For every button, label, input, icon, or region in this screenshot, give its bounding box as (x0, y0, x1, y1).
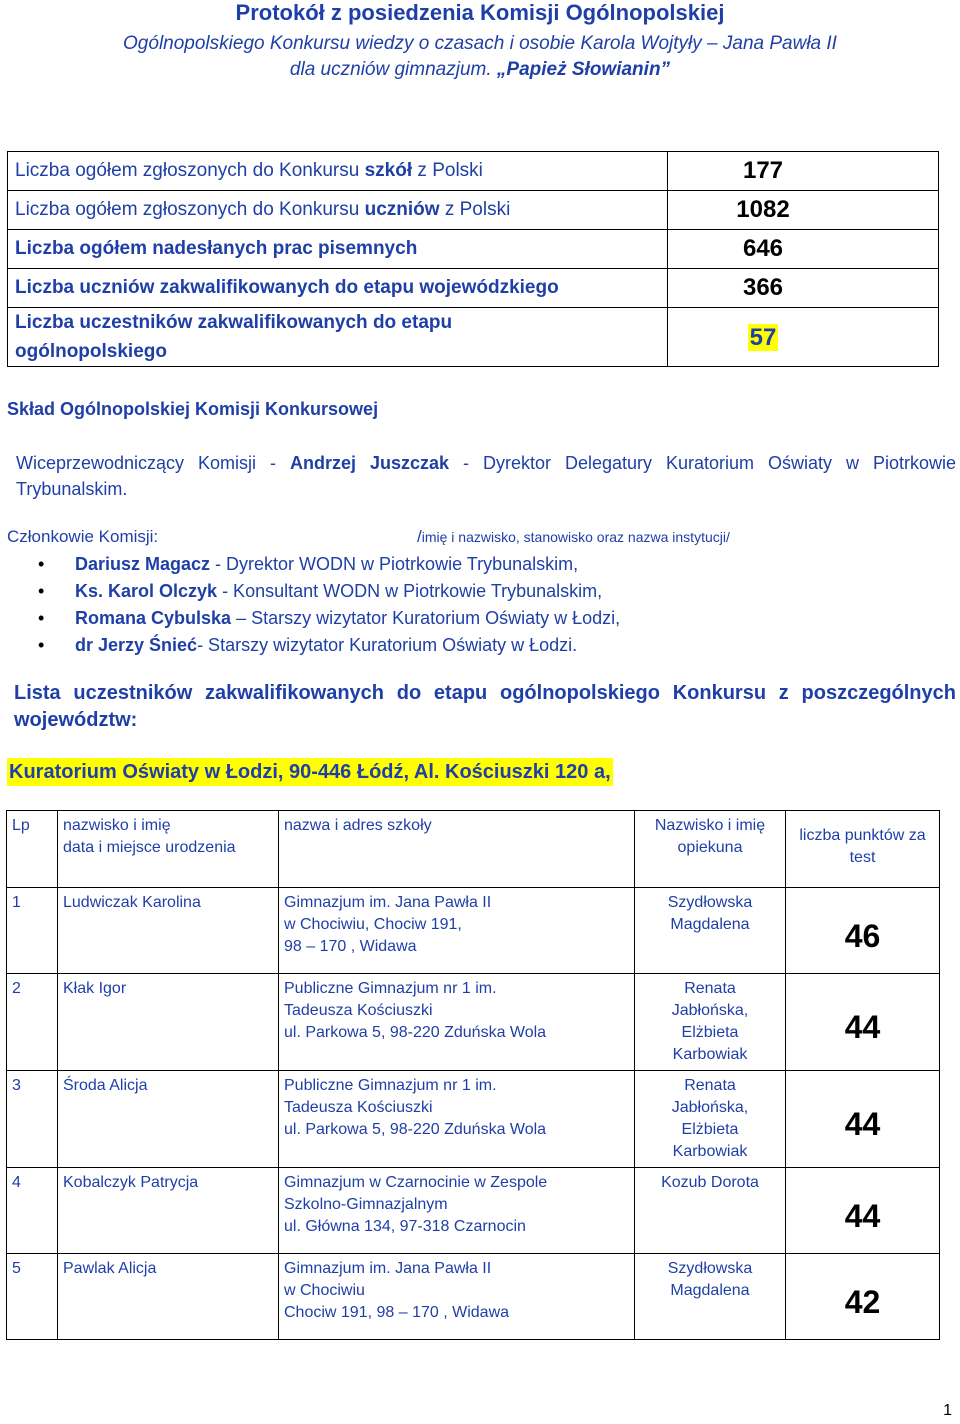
stat-value: 646 (668, 230, 939, 269)
stat-label: Liczba uczestników zakwalifikowanych do etapu ogólnopolskiego (8, 308, 668, 367)
table-header-row (7, 811, 940, 888)
list-item: • Dariusz Magacz - Dyrektor WODN w Piotrkowie Trybunalskim, (35, 551, 620, 578)
highlighted-value: 57 (749, 323, 777, 351)
kuratorium-address: Kuratorium Oświaty w Łodzi, 90-446 Łódź, Al. Kościuszki 120 a, (7, 758, 613, 786)
cell-school: Gimnazjum w Czarnocinie w Zespole Szkolno-Gimnazjalnym ul. Główna 134, 97-318 Czarnocin (279, 1168, 635, 1254)
table-row (7, 1254, 940, 1340)
list-item: • dr Jerzy Śnieć- Starszy wizytator Kuratorium Oświaty w Łodzi. (35, 632, 620, 659)
cell-school: Gimnazjum im. Jana Pawła II w Chociwiu, Chociw 191, 98 – 170 , Widawa (279, 888, 635, 974)
cell-school: Publiczne Gimnazjum nr 1 im. Tadeusza Kościuszki ul. Parkowa 5, 98-220 Zduńska Wola (279, 974, 635, 1071)
vice-chair-name: Andrzej Juszczak (290, 453, 450, 473)
cell-guardian: Szydłowska Magdalena (635, 888, 786, 974)
stat-label: Liczba ogółem zgłoszonych do Konkursu uczniów z Polski (8, 191, 668, 230)
table-row (7, 888, 940, 974)
column-header-name: nazwisko i imię data i miejsce urodzenia (58, 811, 279, 888)
cell-lp: 3 (7, 1071, 58, 1168)
cell-guardian: Renata Jabłońska, Elżbieta Karbowiak (635, 974, 786, 1071)
stat-row-submissions (8, 230, 939, 269)
stat-row-national (8, 308, 939, 367)
page-number: 1 (943, 1402, 952, 1419)
stat-label: Liczba ogółem nadesłanych prac pisemnych (8, 230, 668, 269)
members-label: Członkowie Komisji: (7, 527, 159, 546)
members-list (35, 551, 620, 659)
cell-guardian: Szydłowska Magdalena (635, 1254, 786, 1340)
subtitle-line-1: Ogólnopolskiego Konkursu wiedzy o czasach i osobie Karola Wojtyły – Jana Pawła II (123, 33, 837, 54)
subtitle-line-2-prefix: dla uczniów gimnazjum. (289, 59, 492, 80)
cell-name: Ludwiczak Karolina (58, 888, 279, 974)
commission-heading: Skład Ogólnopolskiej Komisji Konkursowej (7, 399, 379, 419)
cell-score: 42 (786, 1254, 940, 1340)
competition-name: „Papież Słowianin” (496, 59, 671, 80)
stat-value: 177 (668, 152, 939, 191)
statistics-table (7, 151, 939, 367)
cell-name: Środa Alicja (58, 1071, 279, 1168)
stat-label: Liczba uczniów zakwalifikowanych do etapu wojewódzkiego (8, 269, 668, 308)
cell-score: 44 (786, 1071, 940, 1168)
members-note: /imię i nazwisko, stanowisko oraz nazwa instytucji/ (417, 527, 730, 546)
column-header-lp: Lp (7, 811, 58, 888)
stat-row-schools (8, 152, 939, 191)
document-title: Protokół z posiedzenia Komisji Ogólnopolskiej (235, 0, 725, 25)
participants-heading: Lista uczestników zakwalifikowanych do etapu ogólnopolskiego Konkursu z poszczególnych województw: (14, 682, 956, 731)
document-subtitle (0, 31, 960, 83)
cell-name: Kobalczyk Patrycja (58, 1168, 279, 1254)
list-item: • Romana Cybulska – Starszy wizytator Kuratorium Oświaty w Łodzi, (35, 605, 620, 632)
stat-label: Liczba ogółem zgłoszonych do Konkursu szkół z Polski (8, 152, 668, 191)
stat-value: 366 (668, 269, 939, 308)
vice-chair: Wiceprzewodniczący Komisji - Andrzej Juszczak - Dyrektor Delegatury Kuratorium Oświaty w Piotrkowie Trybunalskim. (16, 453, 957, 499)
cell-guardian: Renata Jabłońska, Elżbieta Karbowiak (635, 1071, 786, 1168)
stat-value (668, 308, 939, 367)
cell-score: 44 (786, 974, 940, 1071)
cell-lp: 1 (7, 888, 58, 974)
cell-guardian: Kozub Dorota (635, 1168, 786, 1254)
cell-name: Kłak Igor (58, 974, 279, 1071)
subtitle-line-2 (0, 57, 960, 83)
table-row (7, 1168, 940, 1254)
cell-school: Gimnazjum im. Jana Pawła II w Chociwiu Chociw 191, 98 – 170 , Widawa (279, 1254, 635, 1340)
stat-row-students (8, 191, 939, 230)
table-row (7, 974, 940, 1071)
cell-lp: 2 (7, 974, 58, 1071)
stat-row-regional (8, 269, 939, 308)
cell-name: Pawlak Alicja (58, 1254, 279, 1340)
cell-score: 44 (786, 1168, 940, 1254)
cell-lp: 4 (7, 1168, 58, 1254)
stat-value: 1082 (668, 191, 939, 230)
table-row (7, 1071, 940, 1168)
column-header-score: liczba punktów za test (786, 811, 940, 888)
cell-score: 46 (786, 888, 940, 974)
column-header-school: nazwa i adres szkoły (279, 811, 635, 888)
list-item: • Ks. Karol Olczyk - Konsultant WODN w Piotrkowie Trybunalskim, (35, 578, 620, 605)
participants-table (6, 810, 940, 1340)
cell-school: Publiczne Gimnazjum nr 1 im. Tadeusza Kościuszki ul. Parkowa 5, 98-220 Zduńska Wola (279, 1071, 635, 1168)
column-header-guardian: Nazwisko i imię opiekuna (635, 811, 786, 888)
cell-lp: 5 (7, 1254, 58, 1340)
